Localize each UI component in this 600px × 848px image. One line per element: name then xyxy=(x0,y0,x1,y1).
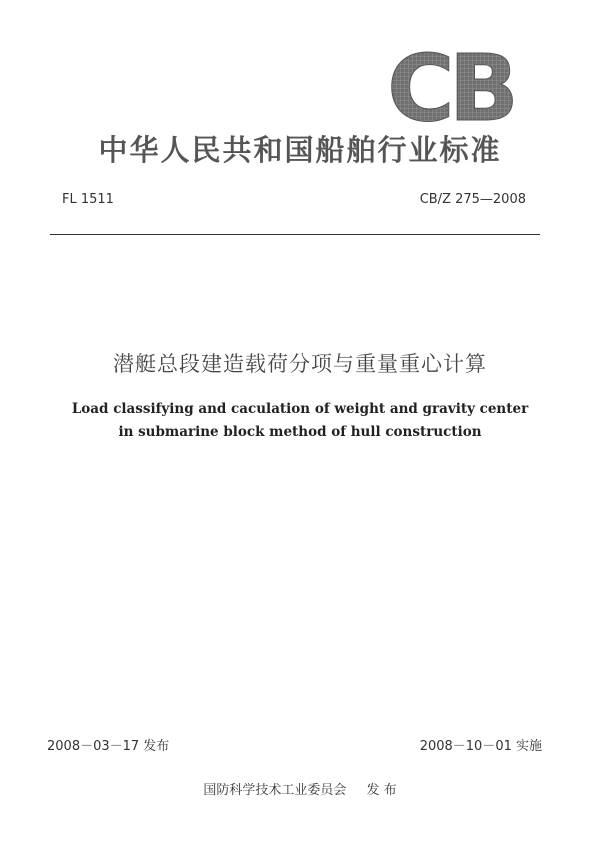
issuing-authority xyxy=(0,779,600,798)
implementation-date: 2008－10－01 实施 xyxy=(419,739,542,754)
cb-logo-text: CB xyxy=(387,44,513,126)
document-title-english-line2: in submarine block method of hull construction xyxy=(118,424,482,440)
header-divider xyxy=(50,234,540,235)
document-title-english-line1: Load classifying and caculation of weight and gravity center xyxy=(71,401,529,417)
standard-number: CB/Z 275—2008 xyxy=(419,192,526,207)
classification-code: FL 1511 xyxy=(62,192,114,207)
issue-date: 2008－03－17 发布 xyxy=(47,739,170,754)
cb-logo xyxy=(380,44,520,126)
issuer-name: 国防科学技术工业委员会 xyxy=(203,783,347,798)
issuer-action: 发 布 xyxy=(366,783,397,798)
document-title-chinese: 潜艇总段建造载荷分项与重量重心计算 xyxy=(113,352,487,376)
standard-category-title: 中华人民共和国船舶行业标准 xyxy=(98,133,502,167)
